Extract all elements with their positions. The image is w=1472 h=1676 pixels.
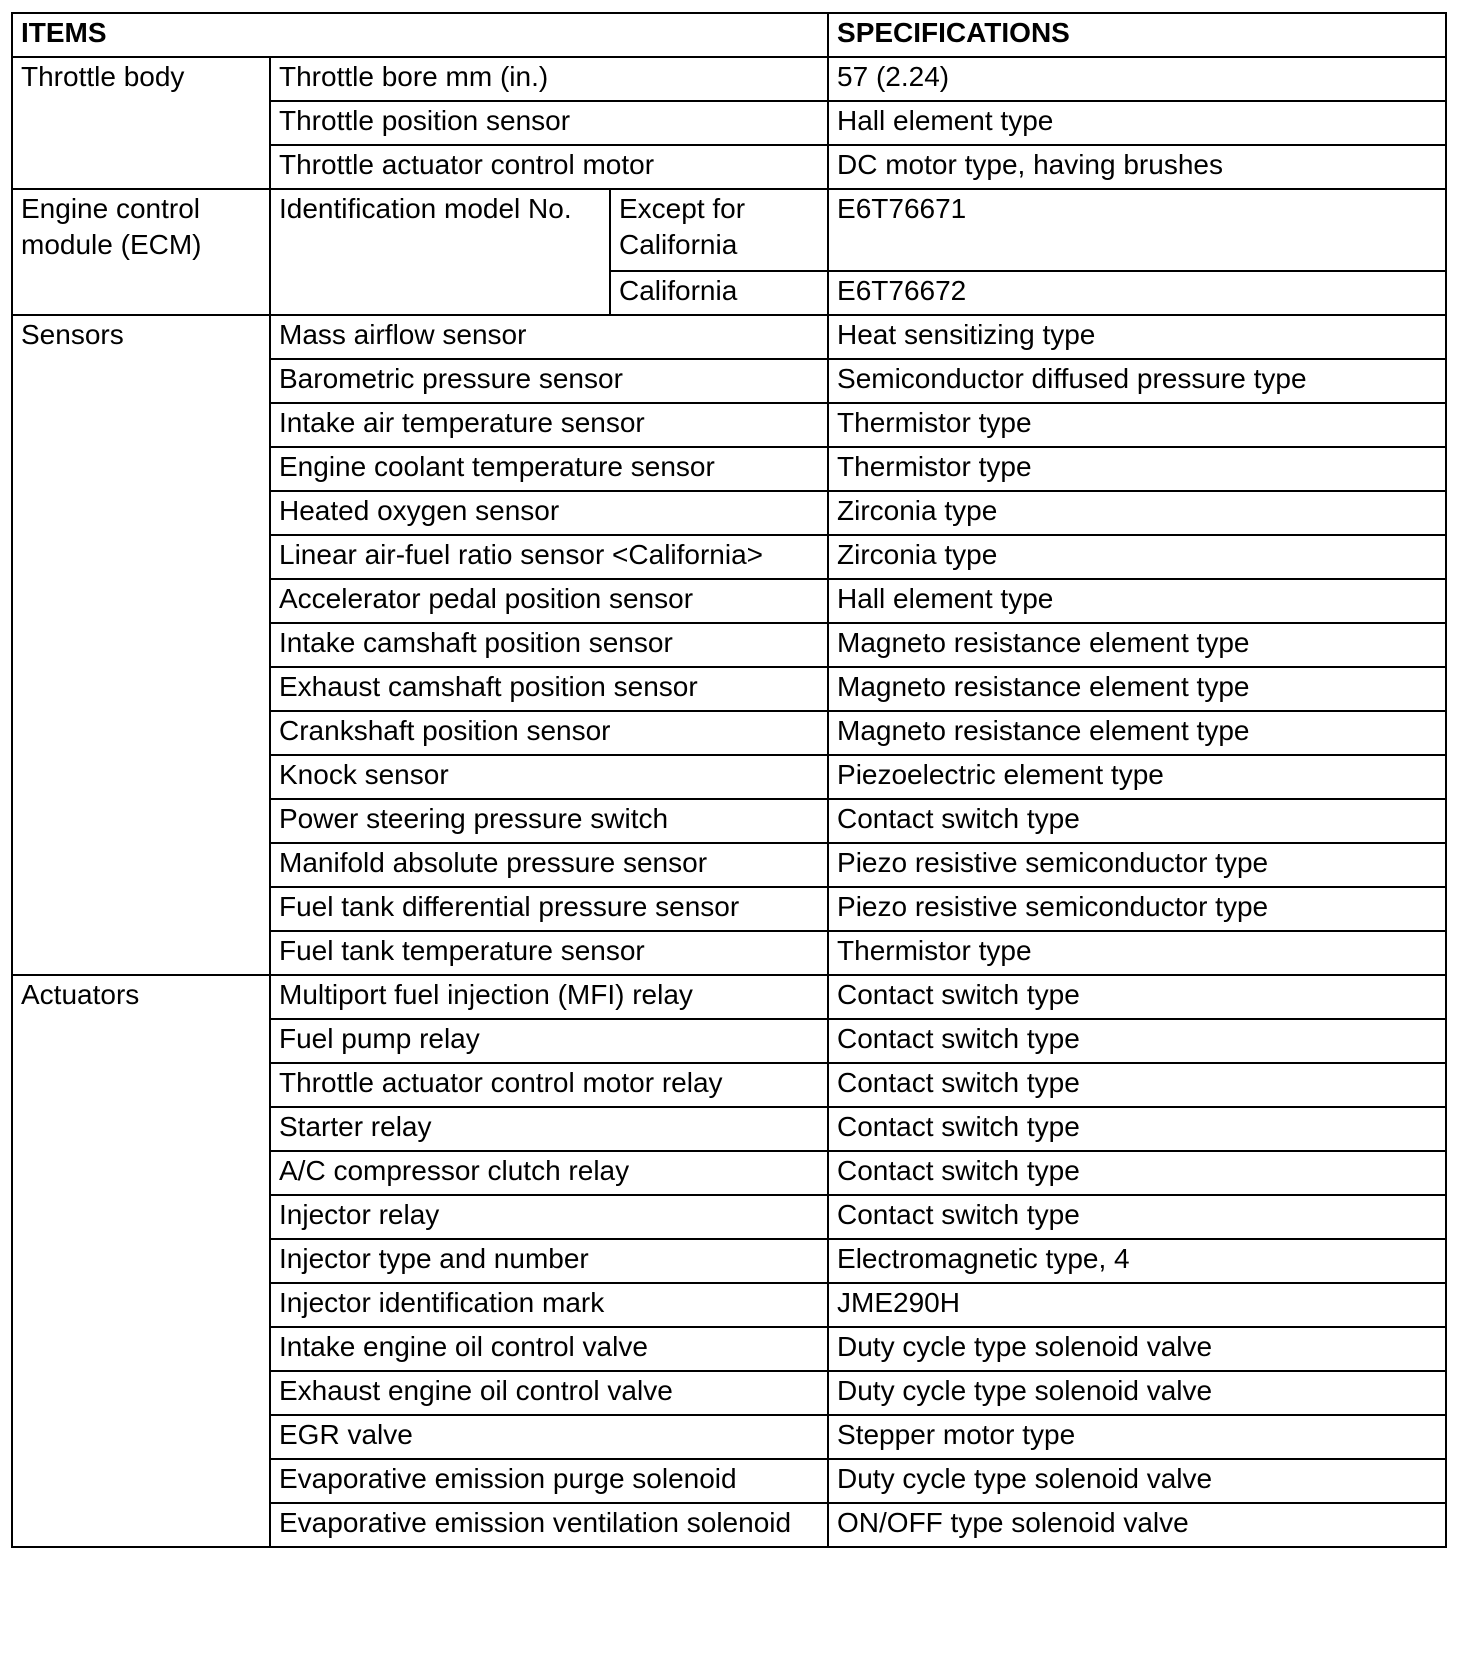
item-name: Accelerator pedal position sensor xyxy=(270,579,828,623)
item-name: Mass airflow sensor xyxy=(270,315,828,359)
item-name: Throttle actuator control motor relay xyxy=(270,1063,828,1107)
item-name: Evaporative emission ventilation solenoid xyxy=(270,1503,828,1547)
item-spec: Thermistor type xyxy=(828,931,1446,975)
item-spec: Thermistor type xyxy=(828,403,1446,447)
item-name: Intake engine oil control valve xyxy=(270,1327,828,1371)
item-spec: Zirconia type xyxy=(828,535,1446,579)
item-name: Fuel pump relay xyxy=(270,1019,828,1063)
actuators-group-label: Actuators xyxy=(12,975,270,1547)
item-name: Injector identification mark xyxy=(270,1283,828,1327)
ecm-row xyxy=(12,189,1446,271)
item-spec: Contact switch type xyxy=(828,1063,1446,1107)
item-name: Throttle bore mm (in.) xyxy=(270,57,828,101)
ecm-spec: E6T76672 xyxy=(828,271,1446,315)
ecm-group-label: Engine control module (ECM) xyxy=(12,189,270,315)
item-name: Exhaust engine oil control valve xyxy=(270,1371,828,1415)
item-name: A/C compressor clutch relay xyxy=(270,1151,828,1195)
item-name: Multiport fuel injection (MFI) relay xyxy=(270,975,828,1019)
item-name: Knock sensor xyxy=(270,755,828,799)
item-spec: Electromagnetic type, 4 xyxy=(828,1239,1446,1283)
actuators-row xyxy=(12,975,1446,1019)
specifications-header: SPECIFICATIONS xyxy=(828,13,1446,57)
item-name: Manifold absolute pressure sensor xyxy=(270,843,828,887)
throttle-body-row xyxy=(12,57,1446,101)
item-name: Evaporative emission purge solenoid xyxy=(270,1459,828,1503)
ecm-variant: California xyxy=(610,271,828,315)
item-spec: Contact switch type xyxy=(828,799,1446,843)
item-name: Power steering pressure switch xyxy=(270,799,828,843)
item-spec: JME290H xyxy=(828,1283,1446,1327)
item-name: Throttle actuator control motor xyxy=(270,145,828,189)
item-spec: Hall element type xyxy=(828,579,1446,623)
item-spec: 57 (2.24) xyxy=(828,57,1446,101)
item-name: Starter relay xyxy=(270,1107,828,1151)
item-name: Exhaust camshaft position sensor xyxy=(270,667,828,711)
item-name: Injector type and number xyxy=(270,1239,828,1283)
item-spec: Semiconductor diffused pressure type xyxy=(828,359,1446,403)
item-spec: Contact switch type xyxy=(828,975,1446,1019)
items-header: ITEMS xyxy=(12,13,828,57)
item-spec: Hall element type xyxy=(828,101,1446,145)
throttle-body-group-label: Throttle body xyxy=(12,57,270,189)
item-name: Fuel tank temperature sensor xyxy=(270,931,828,975)
item-spec: Duty cycle type solenoid valve xyxy=(828,1371,1446,1415)
item-name: Linear air-fuel ratio sensor <California> xyxy=(270,535,828,579)
item-spec: Heat sensitizing type xyxy=(828,315,1446,359)
item-spec: Duty cycle type solenoid valve xyxy=(828,1459,1446,1503)
item-name: Fuel tank differential pressure sensor xyxy=(270,887,828,931)
item-spec: Stepper motor type xyxy=(828,1415,1446,1459)
item-spec: Piezo resistive semiconductor type xyxy=(828,843,1446,887)
ecm-spec: E6T76671 xyxy=(828,189,1446,271)
item-name: Throttle position sensor xyxy=(270,101,828,145)
item-name: Heated oxygen sensor xyxy=(270,491,828,535)
item-spec: Contact switch type xyxy=(828,1107,1446,1151)
item-spec: Magneto resistance element type xyxy=(828,711,1446,755)
item-spec: Thermistor type xyxy=(828,447,1446,491)
specifications-table xyxy=(11,12,1447,1548)
item-name: Injector relay xyxy=(270,1195,828,1239)
item-spec: Piezoelectric element type xyxy=(828,755,1446,799)
item-name: Barometric pressure sensor xyxy=(270,359,828,403)
item-name: Intake camshaft position sensor xyxy=(270,623,828,667)
item-spec: DC motor type, having brushes xyxy=(828,145,1446,189)
item-spec: Contact switch type xyxy=(828,1151,1446,1195)
header-row xyxy=(12,13,1446,57)
item-spec: Magneto resistance element type xyxy=(828,667,1446,711)
sensors-row xyxy=(12,315,1446,359)
item-spec: Contact switch type xyxy=(828,1019,1446,1063)
item-spec: Piezo resistive semiconductor type xyxy=(828,887,1446,931)
item-spec: Magneto resistance element type xyxy=(828,623,1446,667)
item-name: Crankshaft position sensor xyxy=(270,711,828,755)
item-spec: Duty cycle type solenoid valve xyxy=(828,1327,1446,1371)
ecm-variant: Except for California xyxy=(610,189,828,271)
ecm-identification-item: Identification model No. xyxy=(270,189,610,315)
item-name: EGR valve xyxy=(270,1415,828,1459)
item-spec: Zirconia type xyxy=(828,491,1446,535)
item-spec: ON/OFF type solenoid valve xyxy=(828,1503,1446,1547)
sensors-group-label: Sensors xyxy=(12,315,270,975)
item-spec: Contact switch type xyxy=(828,1195,1446,1239)
item-name: Intake air temperature sensor xyxy=(270,403,828,447)
item-name: Engine coolant temperature sensor xyxy=(270,447,828,491)
